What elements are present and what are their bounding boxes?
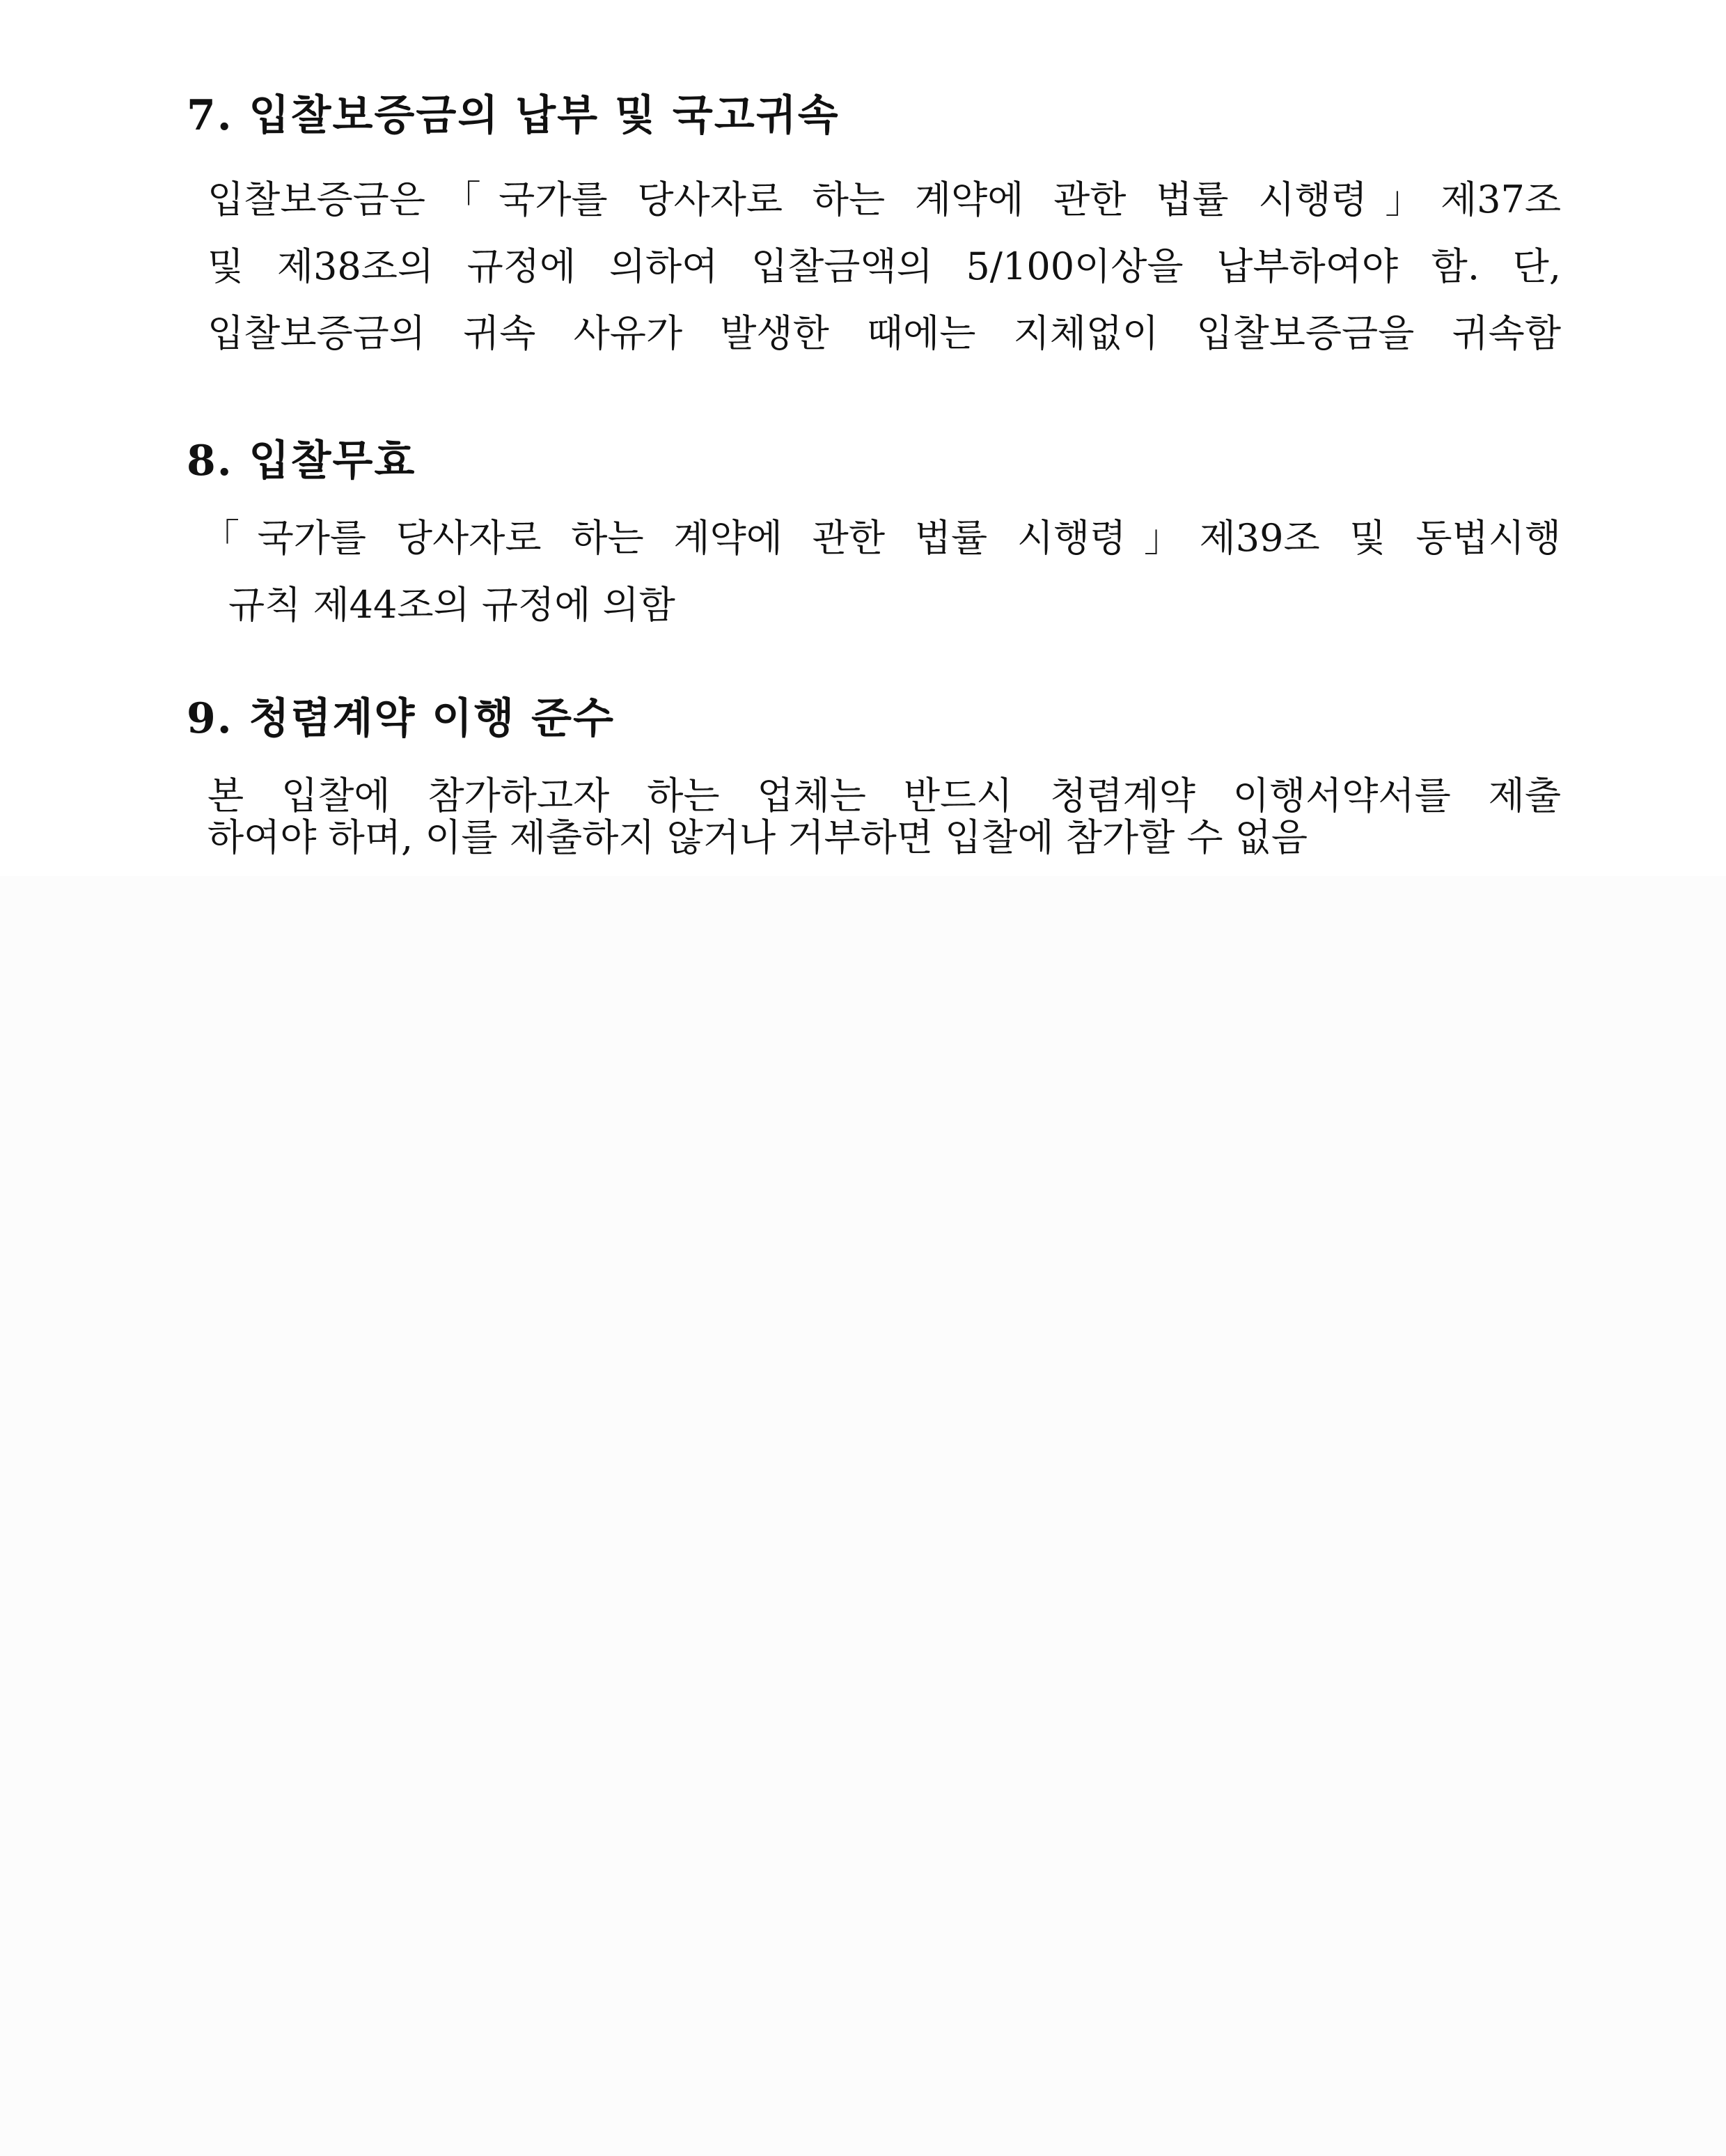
section-9-line-1: 본 입찰에 참가하고자 하는 업체는 반드시 청렴계약 이행서약서를 제출 — [207, 774, 1561, 818]
section-7-line-3: 입찰보증금의 귀속 사유가 발생한 때에는 지체없이 입찰보증금을 귀속함 — [207, 311, 1561, 355]
section-7-heading: 7. 입찰보증금의 납부 및 국고귀속 — [187, 91, 840, 140]
section-8-line-2: 규칙 제44조의 규정에 의함 — [228, 583, 675, 627]
document-page — [0, 0, 1726, 876]
section-8-heading: 8. 입찰무효 — [187, 437, 416, 485]
section-7-line-1: 입찰보증금은「국가를 당사자로 하는 계약에 관한 법률 시행령」제37조 — [207, 178, 1561, 221]
section-8-line-1: 「국가를 당사자로 하는 계약에 관한 법률 시행령」제39조 및 동법시행 — [202, 516, 1561, 560]
section-9-line-2: 하여야 하며, 이를 제출하지 않거나 거부하면 입찰에 참가할 수 없음 — [207, 815, 1308, 859]
section-9-heading: 9. 청렴계약 이행 준수 — [187, 694, 615, 743]
section-7-line-2: 및 제38조의 규정에 의하여 입찰금액의 5/100이상을 납부하여야 함. 단, — [207, 244, 1561, 288]
